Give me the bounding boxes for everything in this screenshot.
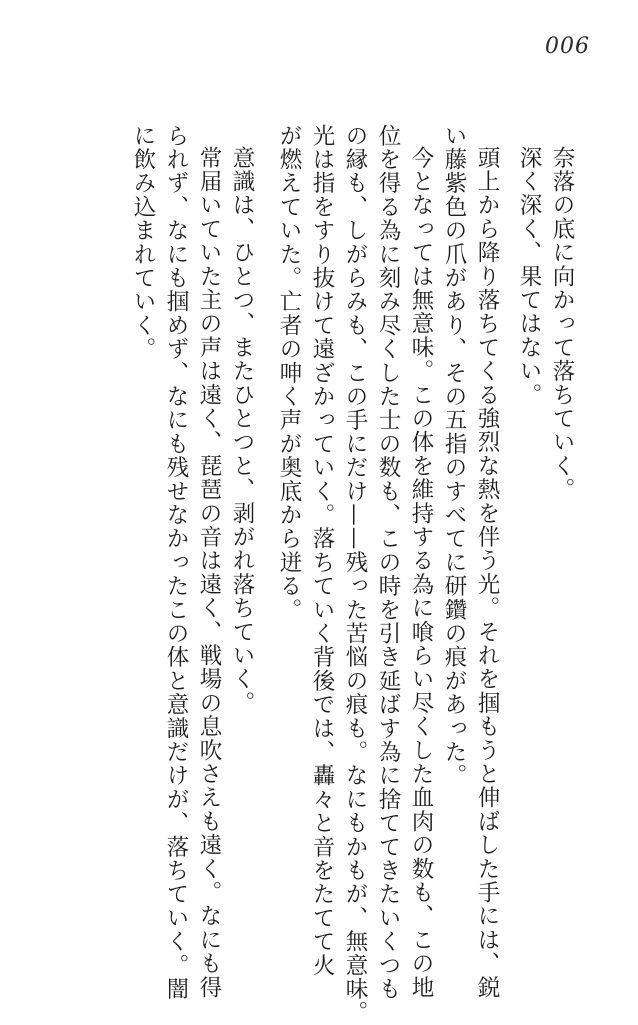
- text-line-4: い藤紫色の爪があり、その五指のすべてに研鑽の痕があった。: [441, 124, 467, 788]
- text-line-5: 今となっては無意味。この体を維持する為に喰らい尽くした血肉の数も、この地: [408, 146, 434, 1000]
- text-line-11: 常届いていた主の声は遠く、琵琶の音は遠く、戦場の息吹さえも遠く。なにも得: [196, 146, 222, 1000]
- text-line-7: の縁も、しがらみも、この手にだけ——残った苦悩の痕も。なにもかもが、無意味。: [342, 124, 368, 1025]
- text-line-9: が燃えていた。亡者の呻く声が奥底から迸る。: [276, 124, 302, 622]
- text-line-12: られず、なにも掴めず、なにも残せなかったこの体と意識だけが、落ちていく。闇: [163, 124, 189, 1001]
- text-line-8: 光は指をすり抜けて遠ざかっていく。落ちていく背後では、轟々と音をたてて火: [309, 124, 335, 978]
- text-line-10: 意識は、ひとつ、またひとつと、剥がれ落ちていく。: [229, 146, 255, 715]
- page-number: 006: [545, 34, 590, 59]
- text-line-1: 奈落の底に向かって落ちていく。: [549, 146, 575, 502]
- text-line-13: に飲み込まれていく。: [130, 124, 156, 361]
- text-line-3: 頭上から降り落ちてくる強烈な熱を伴う光。それを掴もうと伸ばした手には、鋭: [474, 146, 500, 1000]
- text-line-2: 深く深く、果てはない。: [516, 146, 542, 407]
- text-line-6: 位を得る為に刻み尽くした士の数も、この時を引き延ばす為に捨ててきたいくつも: [375, 124, 401, 1001]
